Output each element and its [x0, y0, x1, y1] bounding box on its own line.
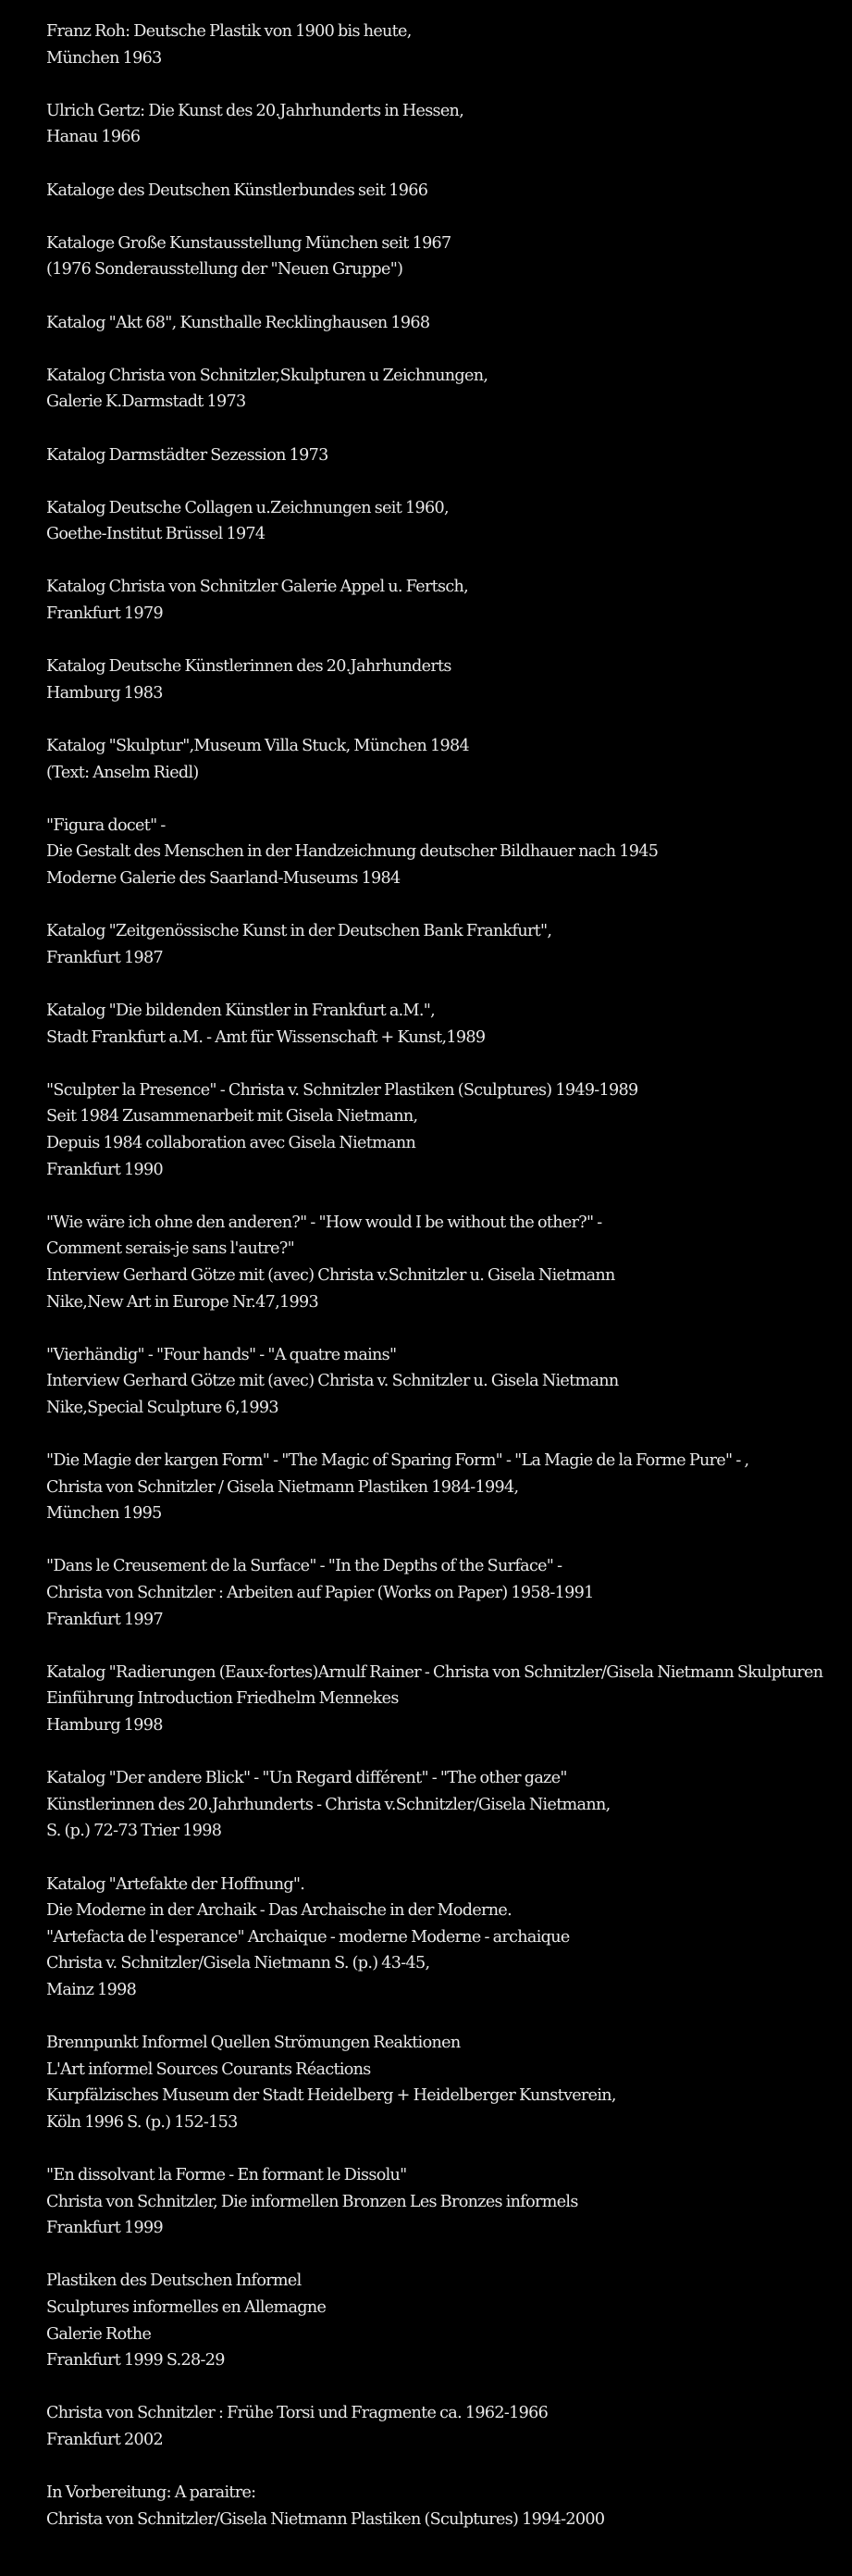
- entry-line: Die Gestalt des Menschen in der Handzeichnung deutscher Bildhauer nach 1945: [46, 842, 659, 862]
- entry-line: Hanau 1966: [46, 128, 141, 147]
- entry-line: "Dans le Creusement de la Surface" - "In the Depths of the Surface" -: [46, 1557, 562, 1576]
- bibliography-entry: [46, 653, 846, 706]
- bibliography-entry: [46, 178, 846, 205]
- entry-line: Katalog "Skulptur",Museum Villa Stuck, München 1984: [46, 737, 469, 756]
- entry-line: Nike,Special Sculpture 6,1993: [46, 1398, 278, 1417]
- entry-line: Moderne Galerie des Saarland-Museums 1984: [46, 869, 401, 888]
- bibliography-entry: [46, 2400, 846, 2453]
- entry-line: Christa von Schnitzler, Die informellen Bronzen Les Bronzes informels: [46, 2192, 578, 2211]
- entry-line: Galerie K.Darmstadt 1973: [46, 392, 246, 412]
- entry-line: Katalog Deutsche Collagen u.Zeichnungen seit 1960,: [46, 498, 449, 517]
- entry-line: Katalog Darmstädter Sezession 1973: [46, 445, 328, 465]
- entry-line: Christa von Schnitzler : Frühe Torsi und Fragmente ca. 1962-1966: [46, 2404, 549, 2423]
- entry-line: "Sculpter la Presence" - Christa v. Schnitzler Plastiken (Sculptures) 1949-1989: [46, 1080, 638, 1100]
- entry-line: Künstlerinnen des 20.Jahrhunderts - Christa v.Schnitzler/Gisela Nietmann,: [46, 1795, 611, 1814]
- bibliography-entry: [46, 733, 846, 786]
- entry-line: Frankfurt 2002: [46, 2431, 163, 2450]
- entry-line: Interview Gerhard Götze mit (avec) Christa v. Schnitzler u. Gisela Nietmann: [46, 1372, 619, 1391]
- bibliography-entry: [46, 19, 846, 71]
- entry-line: Frankfurt 1999: [46, 2219, 163, 2238]
- entry-line: Christa von Schnitzler/Gisela Nietmann Plastiken (Sculptures) 1994-2000: [46, 2509, 605, 2529]
- entry-line: Katalog "Radierungen (Eaux-fortes)Arnulf Rainer - Christa von Schnitzler/Gisela Nietmann Skulpturen: [46, 1662, 823, 1682]
- bibliography-entry: [46, 2480, 846, 2532]
- bibliography-entry: [46, 813, 846, 892]
- bibliography-entry: [46, 363, 846, 416]
- bibliography-entry: [46, 310, 846, 337]
- entry-line: Franz Roh: Deutsche Plastik von 1900 bis heute,: [46, 22, 412, 41]
- entry-line: "Artefacta de l'esperance" Archaique - moderne Moderne - archaique: [46, 1927, 570, 1947]
- bibliography-list: [46, 19, 846, 2559]
- bibliography-entry: [46, 442, 846, 469]
- entry-line: "Vierhändig" - "Four hands" - "A quatre mains": [46, 1345, 397, 1364]
- bibliography-entry: [46, 2268, 846, 2373]
- entry-line: Katalog "Der andere Blick" - "Un Regard différent" - "The other gaze": [46, 1769, 567, 1788]
- entry-line: Katalog Christa von Schnitzler,Skulpturen u Zeichnungen,: [46, 366, 488, 385]
- bibliography-entry: [46, 230, 846, 283]
- entry-line: "En dissolvant la Forme - En formant le Dissolu": [46, 2166, 407, 2185]
- bibliography-entry: [46, 1872, 846, 2004]
- entry-line: Stadt Frankfurt a.M. - Amt für Wissenschaft + Kunst,1989: [46, 1027, 486, 1047]
- entry-line: (Text: Anselm Riedl): [46, 763, 199, 782]
- entry-line: Ulrich Gertz: Die Kunst des 20.Jahrhunderts in Hessen,: [46, 101, 464, 120]
- bibliography-entry: [46, 495, 846, 548]
- entry-line: Nike,New Art in Europe Nr.47,1993: [46, 1292, 319, 1312]
- entry-line: Galerie Rothe: [46, 2324, 152, 2344]
- entry-line: Kataloge des Deutschen Künstlerbundes seit 1966: [46, 180, 428, 200]
- entry-line: Frankfurt 1990: [46, 1160, 163, 1179]
- bibliography-entry: [46, 1553, 846, 1633]
- entry-line: In Vorbereitung: A paraitre:: [46, 2483, 256, 2503]
- entry-line: Katalog "Artefakte der Hoffnung".: [46, 1874, 305, 1894]
- entry-line: Mainz 1998: [46, 1980, 137, 1999]
- bibliography-entry: [46, 998, 846, 1051]
- entry-line: S. (p.) 72-73 Trier 1998: [46, 1822, 222, 1841]
- entry-line: Katalog "Akt 68", Kunsthalle Recklinghausen 1968: [46, 313, 430, 332]
- entry-line: München 1963: [46, 48, 162, 68]
- entry-line: Christa von Schnitzler : Arbeiten auf Papier (Works on Paper) 1958-1991: [46, 1584, 594, 1603]
- entry-line: Die Moderne in der Archaik - Das Archaische in der Moderne.: [46, 1901, 512, 1921]
- entry-line: Sculptures informelles en Allemagne: [46, 2298, 327, 2318]
- entry-line: Katalog Deutsche Künstlerinnen des 20.Jahrhunderts: [46, 657, 451, 677]
- bibliography-entry: [46, 918, 846, 971]
- bibliography-entry: [46, 1660, 846, 1739]
- entry-line: Christa von Schnitzler / Gisela Nietmann Plastiken 1984-1994,: [46, 1477, 519, 1497]
- bibliography-entry: [46, 1342, 846, 1422]
- entry-line: "Die Magie der kargen Form" - "The Magic of Sparing Form" - "La Magie de la Forme Pure" - ,: [46, 1451, 749, 1471]
- entry-line: Frankfurt 1997: [46, 1610, 163, 1629]
- entry-line: München 1995: [46, 1504, 162, 1524]
- entry-line: Plastiken des Deutschen Informel: [46, 2271, 302, 2291]
- bibliography-entry: [46, 1077, 846, 1183]
- entry-line: Hamburg 1998: [46, 1716, 163, 1735]
- entry-line: Interview Gerhard Götze mit (avec) Christa v.Schnitzler u. Gisela Nietmann: [46, 1265, 615, 1285]
- entry-line: Frankfurt 1987: [46, 948, 163, 967]
- bibliography-entry: [46, 1765, 846, 1845]
- entry-line: Seit 1984 Zusammenarbeit mit Gisela Nietmann,: [46, 1107, 418, 1126]
- entry-line: Kurpfälzisches Museum der Stadt Heidelberg + Heidelberger Kunstverein,: [46, 2086, 616, 2106]
- entry-line: Kataloge Große Kunstausstellung München seit 1967: [46, 233, 451, 253]
- entry-line: Katalog "Die bildenden Künstler in Frankfurt a.M.",: [46, 1001, 436, 1020]
- bibliography-entry: [46, 98, 846, 151]
- entry-line: Katalog "Zeitgenössische Kunst in der Deutschen Bank Frankfurt",: [46, 922, 552, 941]
- entry-line: Einführung Introduction Friedhelm Mennekes: [46, 1689, 399, 1709]
- entry-line: Frankfurt 1999 S.28-29: [46, 2351, 225, 2371]
- bibliography-entry: [46, 1448, 846, 1527]
- entry-line: Comment serais-je sans l'autre?": [46, 1239, 294, 1259]
- bibliography-entry: [46, 2030, 846, 2135]
- entry-line: Frankfurt 1979: [46, 604, 163, 624]
- entry-line: (1976 Sonderausstellung der "Neuen Gruppe"): [46, 260, 403, 280]
- entry-line: Köln 1996 S. (p.) 152-153: [46, 2112, 238, 2132]
- entry-line: Goethe-Institut Brüssel 1974: [46, 525, 265, 544]
- entry-line: "Figura docet" -: [46, 815, 166, 835]
- entry-line: Hamburg 1983: [46, 683, 163, 703]
- bibliography-entry: [46, 1210, 846, 1315]
- entry-line: Christa v. Schnitzler/Gisela Nietmann S. (p.) 43-45,: [46, 1954, 430, 1973]
- entry-line: L'Art informel Sources Courants Réactions: [46, 2060, 371, 2079]
- bibliography-entry: [46, 574, 846, 627]
- bibliography-entry: [46, 2162, 846, 2242]
- entry-line: Depuis 1984 collaboration avec Gisela Nietmann: [46, 1133, 416, 1152]
- entry-line: Brennpunkt Informel Quellen Strömungen Reaktionen: [46, 2034, 461, 2053]
- entry-line: Katalog Christa von Schnitzler Galerie Appel u. Fertsch,: [46, 578, 469, 597]
- entry-line: "Wie wäre ich ohne den anderen?" - "How would I be without the other?" -: [46, 1213, 602, 1232]
